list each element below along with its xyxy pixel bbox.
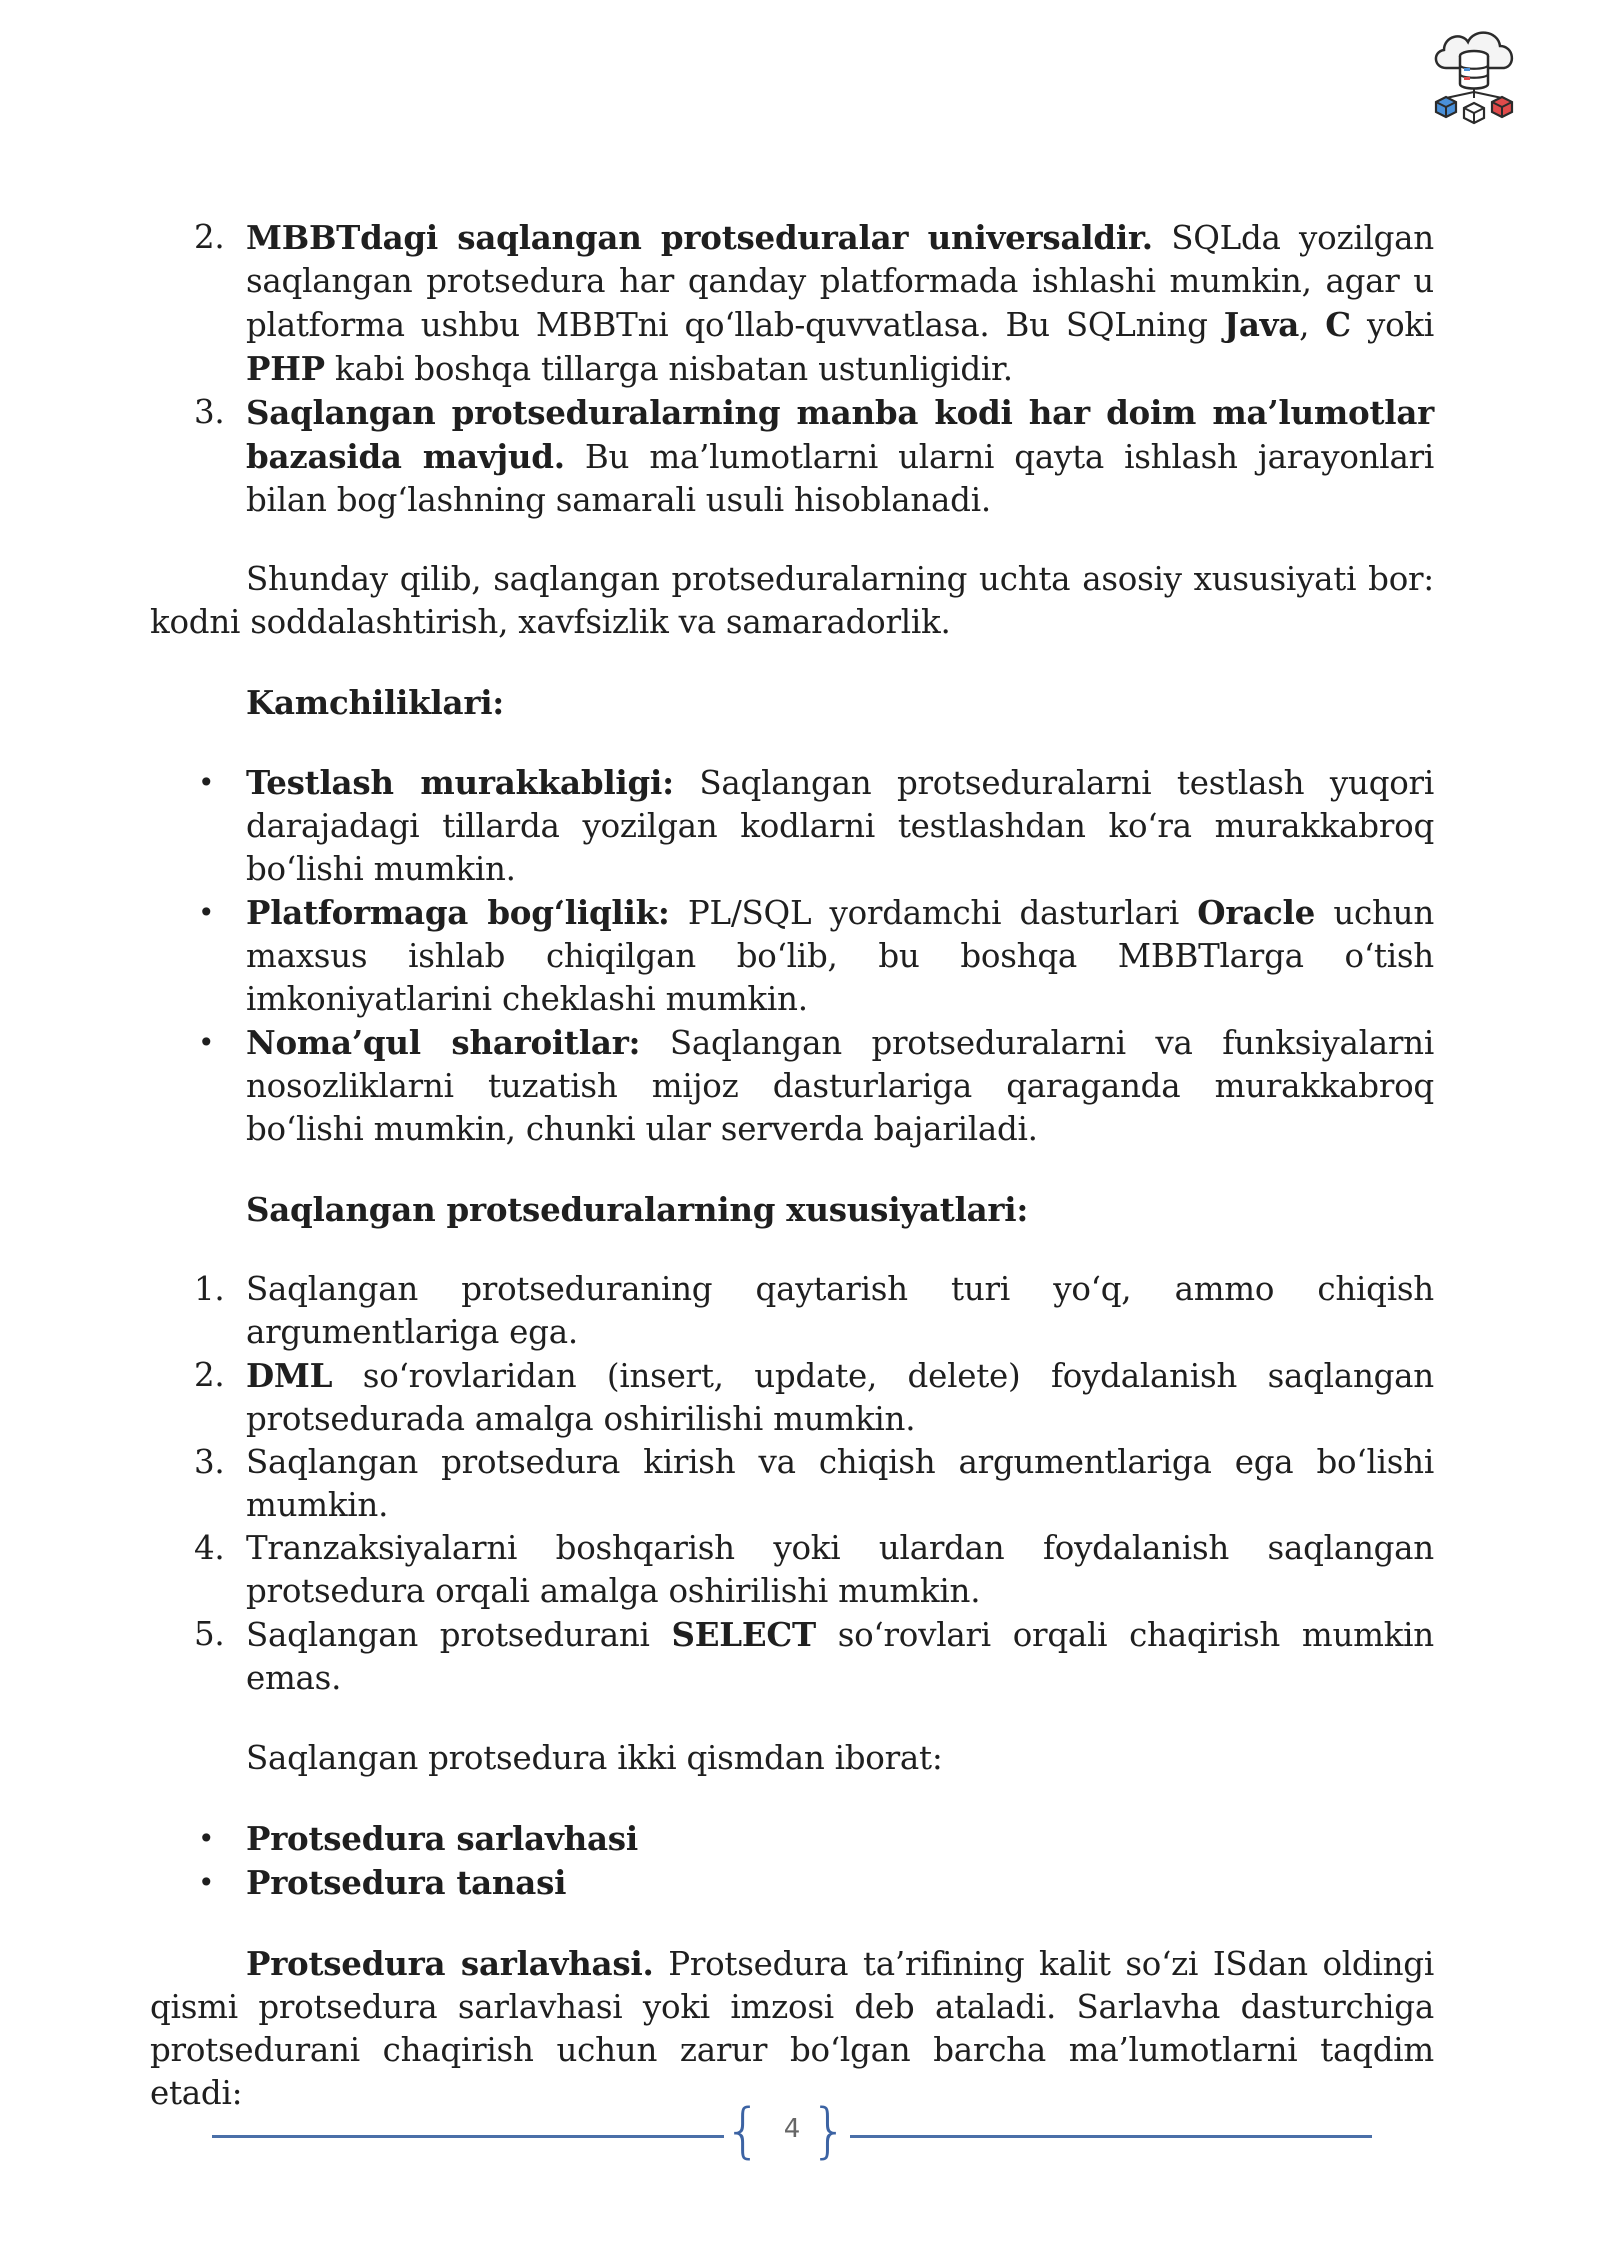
item-text: Saqlangan protsedurani [246,1616,672,1654]
list-item [150,1354,1434,1441]
cloud-database-icon [1424,24,1524,126]
emphasis: SELECT [671,1615,816,1654]
item-title: Testlash murakkabligi: [246,763,674,802]
item-text: Tranzaksiyalarni boshqarish yoki ulardan foydalanish saqlangan protsedura orqali amalga oshirilishi mumkin. [246,1529,1434,1610]
item-title: Noma’qul sharoitlar: [246,1023,641,1062]
list-item [150,1441,1434,1527]
parts-intro: Saqlangan protsedura ikki qismdan iborat: [246,1739,943,1777]
left-brace: { [724,2096,763,2166]
disadvantages-heading: Kamchiliklari: [246,683,505,722]
item-text: uchun maxsus ishlab chiqilgan bo‘lib, bu boshqa MBBTlarga o‘tish imkoniyatlarini cheklashi mumkin. [246,894,1434,1018]
paragraph-text: Protsedura ta’rifining kalit so‘zi ISdan oldingi qismi protsedura sarlavhasi yoki imzosi deb ataladi. Sarlavha dasturchiga protsedurani chaqirish uchun zarur bo‘lgan barcha ma’lumotlarni taqdim etadi: [150,1945,1434,2112]
item-text: Saqlangan protsedura kirish va chiqish argumentlariga ega bo‘lishi mumkin. [246,1443,1434,1524]
emphasis: C [1325,305,1351,344]
item-text: kabi boshqa tillarga nisbatan ustunligidir. [324,350,1013,388]
list-marker: 3. [194,393,225,431]
footer-rule-right [850,2135,1372,2138]
features-list [150,1268,1434,1700]
item-text: Bu ma’lumotlarni ularni qayta ishlash jarayonlari bilan bog‘lashning samarali usuli hisoblanadi. [246,438,1435,519]
bullet: • [198,766,215,799]
item-title: MBBTdagi saqlangan protseduralar universaldir. [246,218,1153,257]
list-item [150,891,1434,1021]
list-item [150,216,1434,391]
item-title: DML [246,1356,333,1395]
list-item [150,1861,1434,1905]
item-text: SQLda yozilgan saqlangan protsedura har qanday platformada ishlashi mumkin, agar u platforma ushbu MBBTni qo‘llab-quvvatlasa. Bu SQLning [246,219,1434,344]
bullet: • [198,1026,215,1059]
parts-list [150,1817,1434,1905]
item-text: Saqlangan protseduralarni va funksiyalarni nosozliklarni tuzatish mijoz dasturlariga qaraganda murakkabroq bo‘lishi mumkin, chunki ular serverda bajariladi. [246,1024,1434,1148]
page-footer [212,2096,1372,2166]
footer-rule-left [212,2135,724,2138]
right-brace: } [810,2096,849,2166]
summary-paragraph: Shunday qilib, saqlangan protseduralarning uchta asosiy xususiyati bor: kodni soddalashtirish, xavfsizlik va samaradorlik. [150,560,1434,641]
bullet: • [198,896,215,929]
item-text: , [1299,306,1326,344]
list-marker: 1. [194,1270,225,1308]
bullet: • [198,1822,215,1855]
item-text: Saqlangan protseduraning qaytarish turi yo‘q, ammo chiqish argumentlariga ega. [246,1270,1434,1351]
bullet: • [198,1866,215,1899]
list-marker: 4. [194,1529,225,1567]
item-title: Saqlangan protseduralarning manba kodi har doim ma’lumotlar bazasida mavjud. [246,393,1434,476]
item-text: yoki [1350,306,1434,344]
item-title: Protsedura tanasi [246,1863,567,1902]
list-item [150,391,1434,522]
list-item [150,1268,1434,1354]
list-marker: 5. [194,1615,225,1653]
item-text: PL/SQL yordamchi dasturlari [669,894,1198,932]
list-item [150,1021,1434,1151]
list-item [150,761,1434,891]
page-content [150,216,1434,2115]
item-title: Protsedura sarlavhasi [246,1819,638,1858]
emphasis: PHP [246,349,325,388]
list-item [150,1817,1434,1861]
item-text: so‘rovlari orqali chaqirish mumkin emas. [246,1616,1434,1697]
paragraph-lead: Protsedura sarlavhasi. [246,1944,654,1983]
advantages-list-continued [150,216,1434,522]
item-text: Saqlangan protseduralarni testlash yuqori darajadagi tillarda yozilgan kodlarni testlashdan ko‘ra murakkabroq bo‘lishi mumkin. [246,764,1434,888]
list-marker: 2. [194,1356,225,1394]
list-item [150,1613,1434,1700]
list-marker: 3. [194,1443,225,1481]
emphasis: Java [1223,305,1300,344]
header-paragraph [150,1942,1434,2115]
list-marker: 2. [194,218,225,256]
page-number: 4 [783,2114,801,2144]
emphasis: Oracle [1197,893,1316,932]
disadvantages-list [150,761,1434,1151]
item-text: so‘rovlaridan (insert, update, delete) foydalanish saqlangan protsedurada amalga oshirilishi mumkin. [246,1357,1434,1438]
item-title: Platformaga bog‘liqlik: [246,893,670,932]
features-heading: Saqlangan protseduralarning xususiyatlari: [246,1190,1029,1229]
list-item [150,1527,1434,1613]
